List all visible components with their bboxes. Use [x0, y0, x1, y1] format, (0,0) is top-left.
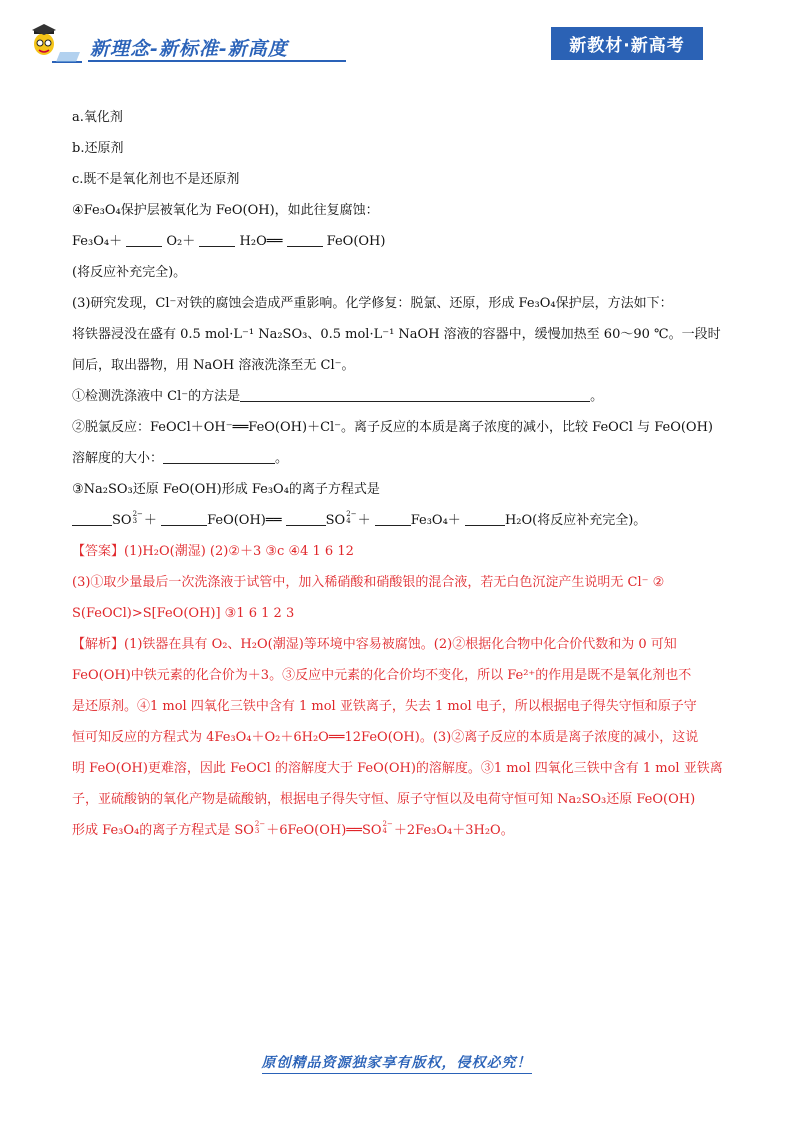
copyright-footer: 原创精品资源独家享有版权，侵权必究！	[0, 1052, 793, 1072]
question-3-intro: (3)研究发现，Cl⁻对铁的腐蚀会造成严重影响。化学修复：脱氯、还原，形成 Fe₃O₄保护层，方法如下：	[72, 296, 673, 311]
eq-text: H₂O══	[239, 234, 283, 249]
answer-line-2: (3)①取少量最后一次洗涤液于试管中，加入稀硝酸和硝酸银的混合液，若无白色沉淀产生说明无 Cl⁻ ②	[72, 575, 665, 590]
analysis-line	[72, 629, 722, 660]
answer-line	[72, 536, 722, 567]
answer-label: 【答案】	[72, 544, 125, 559]
eq-text: ＋	[143, 513, 157, 528]
question-3-2: ②脱氯反应：FeOCl＋OH⁻══FeO(OH)＋Cl⁻。离子反应的本质是离子浓度的减小，比较 FeOCl 与 FeO(OH)	[72, 420, 713, 435]
analysis-line-3: 是还原剂。④1 mol 四氧化三铁中含有 1 mol 亚铁离子，失去 1 mol 电子，所以根据电子得失守恒和原子守	[72, 699, 697, 714]
question-4: ④Fe₃O₄保护层被氧化为 FeO(OH)，如此往复腐蚀：	[72, 203, 379, 218]
ionic-equation-blank-line	[72, 505, 722, 536]
analysis-line-4: 恒可知反应的方程式为 4Fe₃O₄＋O₂＋6H₂O══12FeO(OH)。(3)②离子反应的本质是离子浓度的减小，这说	[72, 730, 699, 745]
analysis-text: (1)铁器在具有 O₂、H₂O(潮湿)等环境中容易被腐蚀。(2)②根据化合物中化合价代数和为 0 可知	[124, 637, 677, 652]
ion-charge: 2− 3	[132, 510, 143, 525]
answer-blank	[240, 387, 590, 402]
header-brand: 新教材·新高考	[551, 27, 703, 60]
answer-blank	[287, 232, 323, 247]
equation-blank-line	[72, 226, 722, 257]
analysis-line-5: 明 FeO(OH)更难溶，因此 FeOCl 的溶解度大于 FeO(OH)的溶解度。③1 mol 四氧化三铁中含有 1 mol 亚铁离	[72, 761, 723, 776]
answer-blank	[375, 511, 411, 526]
answer-blank	[126, 232, 162, 247]
question-3-2-cont	[72, 443, 722, 474]
question-3-method: 将铁器浸没在盛有 0.5 mol·L⁻¹ Na₂SO₃、0.5 mol·L⁻¹ NaOH 溶液的容器中，缓慢加热至 60～90 ℃。一段时	[72, 327, 721, 342]
answer-blank	[72, 511, 112, 526]
answer-blank	[286, 511, 326, 526]
question-text: 。	[590, 389, 604, 404]
answer-blank	[163, 449, 275, 464]
analysis-text: ＋2Fe₃O₄＋3H₂O。	[393, 823, 514, 838]
analysis-text: 形成 Fe₃O₄的离子方程式是 SO	[72, 823, 254, 838]
eq-text: FeO(OH)	[326, 234, 386, 249]
mascot-logo-icon	[30, 22, 84, 64]
analysis-text: ＋6FeO(OH)══SO	[266, 823, 382, 838]
document-body	[72, 102, 722, 846]
eq-text: Fe₃O₄＋	[410, 513, 461, 528]
ion-charge: 2− 4	[382, 820, 393, 835]
eq-text: SO	[325, 513, 346, 528]
question-3-method-cont: 间后，取出器物，用 NaOH 溶液洗涤至无 Cl⁻。	[72, 358, 355, 373]
eq-text: FeO(OH)══	[207, 513, 282, 528]
answer-blank	[161, 511, 207, 526]
answer-blank	[199, 232, 235, 247]
header-slogan: 新理念-新标准-新高度	[90, 38, 288, 60]
analysis-label: 【解析】	[72, 637, 125, 652]
answer-text: (1)H₂O(潮湿) (2)②＋3 ③c ④4 1 6 12	[124, 544, 354, 559]
header-underline	[88, 60, 346, 62]
analysis-line-2: FeO(OH)中铁元素的化合价为＋3。③反应中元素的化合价均不变化，所以 Fe²⁺的作用是既不是氧化剂也不	[72, 668, 692, 683]
option-a: a.氧化剂	[72, 110, 123, 125]
question-3-1	[72, 381, 722, 412]
option-c: c.既不是氧化剂也不是还原剂	[72, 172, 240, 187]
analysis-line-6: 子，亚硫酸钠的氧化产物是硫酸钠，根据电子得失守恒、原子守恒以及电荷守恒可知 Na₂SO₃还原 FeO(OH)	[72, 792, 696, 807]
eq-text: Fe₃O₄＋	[72, 234, 123, 249]
option-b: b.还原剂	[72, 141, 124, 156]
eq-text: SO	[112, 513, 132, 528]
eq-text: H₂O(将反应补充完全)。	[504, 513, 647, 528]
eq-text: ＋	[357, 513, 371, 528]
eq-text: O₂＋	[166, 234, 196, 249]
question-3-3: ③Na₂SO₃还原 FeO(OH)形成 Fe₃O₄的离子方程式是	[72, 482, 380, 497]
answer-line-3: S(FeOCl)>S[FeO(OH)] ③1 6 1 2 3	[72, 606, 295, 621]
answer-blank	[465, 511, 505, 526]
instruction: (将反应补充完全)。	[72, 265, 187, 280]
page-header	[0, 0, 793, 70]
question-text: 。	[275, 451, 289, 466]
ion-charge: 2− 4	[346, 510, 357, 525]
analysis-line-7	[72, 815, 722, 846]
question-text: ①检测洗涤液中 Cl⁻的方法是	[72, 389, 241, 404]
question-text: 溶解度的大小：	[72, 451, 164, 466]
ion-charge: 2− 3	[254, 820, 266, 835]
